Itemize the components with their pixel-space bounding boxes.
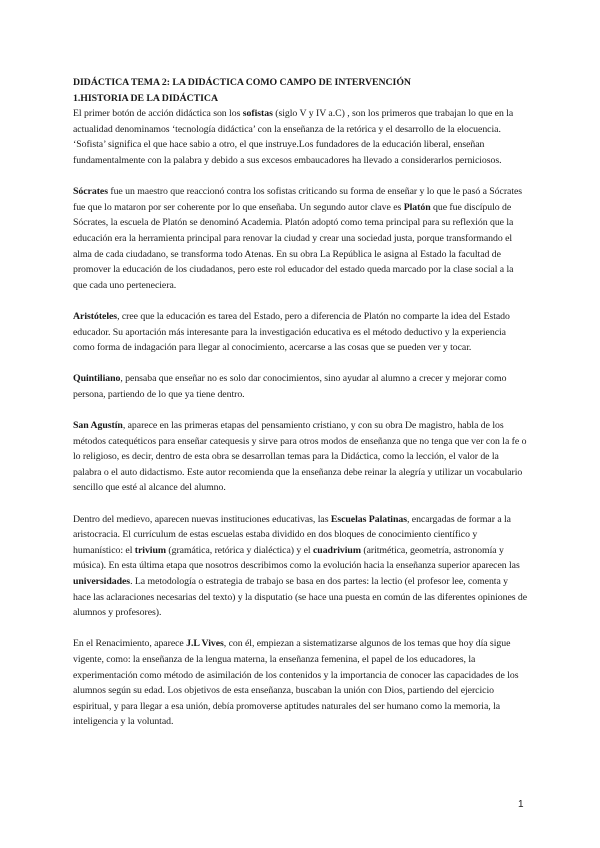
page-number: 1 [518, 799, 524, 810]
term-platon: Platón [403, 201, 431, 213]
paragraph-medievo: Dentro del medievo, aparecen nuevas instituciones educativas, las Escuelas Palatinas, encargadas de formar a la aristocracia. El currículum de estas escuelas estaba dividido en dos bloques de conocimiento científico y humanístico: el trivium (gramática, retórica y dialéctica) y el cuadrivium (aritmética, geometría, astronomía y música). En esta última etapa que nosotros describimos como la evolución hacia la enseñanza superior aparecen las universidades. La metodología o estrategia de trabajo se basa en dos partes: la lectio (el profesor lee, comenta y hace las aclaraciones necesarias del texto) y la disputatio (se hace una puesta en común de las diferentes opiniones de alumnos y profesores). [73, 513, 528, 619]
document-page [73, 75, 528, 730]
term-trivium: trivium [134, 544, 166, 556]
term-universidades: universidades [73, 576, 131, 587]
document-title [73, 75, 528, 106]
term-quintiliano: Quintiliano [73, 373, 121, 385]
term-aristoteles: Aristóteles [73, 310, 118, 322]
title-line-1: DIDÁCTICA TEMA 2: LA DIDÁCTICA COMO CAMPO DE INTERVENCIÓN [73, 77, 411, 88]
term-cuadrivium: cuadrivium [313, 544, 361, 556]
paragraph-socrates-platon: Sócrates fue un maestro que reaccionó contra los sofistas criticando su forma de enseñar y lo que le pasó a Sócrates fue que lo mataron por ser coherente por lo que enseñaba. Un segundo autor clave es Platón que fue discípulo de Sócrates, la escuela de Platón se denominó Academia. Platón adoptó como tema principal para su reflexión que la educación era la herramienta principal para renovar la ciudad y crear una sociedad justa, porque transformando el alma de cada ciudadano, se transforma todo Atenas. En su obra La República le asigna al Estado la facultad de promover la educación de los ciudadanos, pero este rol educador del estado queda marcado por la clase social a la que cada uno perteneciera. [73, 186, 523, 291]
title-line-2: 1.HISTORIA DE LA DIDÁCTICA [73, 92, 218, 104]
paragraph-san-agustin: San Agustín, aparece en las primeras etapas del pensamiento cristiano, y con su obra De magistro, habla de los métodos catequéticos para enseñar catequesis y sirve para otros modos de enseñanza que no tenga que ver con la fe o lo religioso, es decir, dentro de esta obra se desarrollan temas para la Didáctica, como la lección, el valor de la palabra o el auto didactismo. Este autor recomienda que la enseñanza debe reinar la alegría y utilizar un vocabulario sencillo que esté al alcance del alumno. [73, 420, 527, 494]
paragraph-sofistas: El primer botón de acción didáctica son los sofistas (siglo V y IV a.C) , son los primeros que trabajan lo que en la actualidad denominamos ‘tecnología didáctica’ con la enseñanza de la retórica y el desarrollo de la elocuencia. ‘Sofista’ significa el que hace sabio a otro, el que instruye.Los fundadores de la educación liberal, enseñan fundamentalmente con la palabra y debido a sus excesos embaucadores ha llevado a considerarlos perniciosos. [73, 108, 514, 166]
paragraph-quintiliano: Quintiliano, pensaba que enseñar no es solo dar conocimientos, sino ayudar al alumno a crecer y mejorar como persona, partiendo de lo que ya tiene dentro. [73, 373, 507, 400]
term-san-agustin: San Agustín [73, 420, 123, 432]
term-vives: J.L Vives [186, 638, 224, 650]
term-escuelas-palatinas: Escuelas Palatinas [330, 513, 407, 525]
paragraph-aristoteles: Aristóteles, cree que la educación es tarea del Estado, pero a diferencia de Platón no comparte la idea del Estado educador. Su aportación más interesante para la investigación educativa es el método deductivo y la experiencia como forma de indagación para llegar al conocimiento, acercarse a las cosas que se pueden ver y tocar. [73, 310, 510, 354]
paragraph-renacimiento: En el Renacimiento, aparece J.L Vives, con él, empiezan a sistematizarse algunos de los temas que hoy día sigue vigente, como: la enseñanza de la lengua materna, la enseñanza femenina, el papel de los educadores, la experimentación como método de asimilación de los contenidos y la importancia de conocer las capacidades de los alumnos según su edad. Los objetivos de esta enseñanza, buscaban la unión con Dios, partiendo del ejercicio espiritual, y para llegar a esa unión, debía promoverse aptitudes naturales del ser humano como la memoria, la inteligencia y la voluntad. [73, 638, 519, 728]
term-sofistas: sofistas [242, 108, 273, 120]
term-socrates: Sócrates [73, 186, 108, 198]
